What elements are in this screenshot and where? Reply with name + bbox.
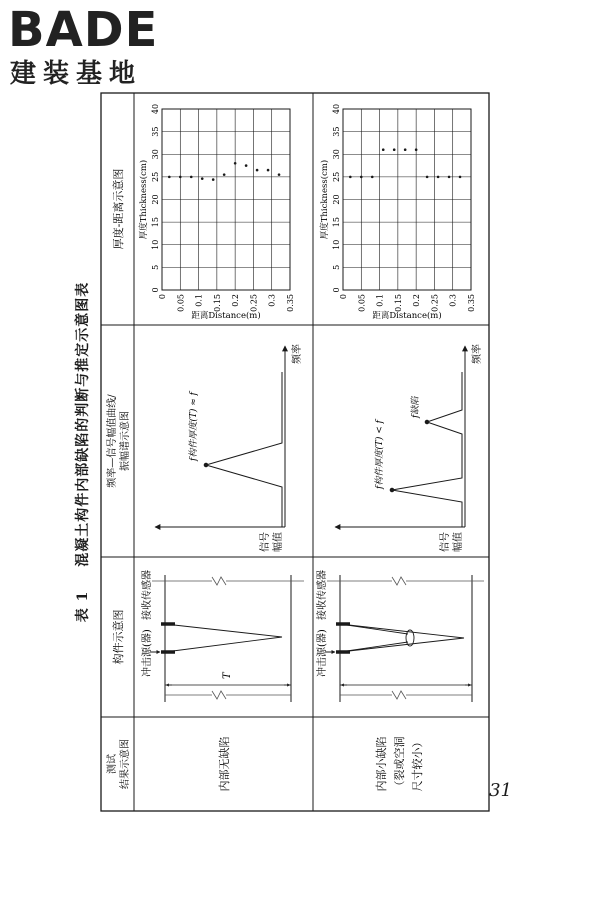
x-tick-label: 0.3 xyxy=(267,294,277,307)
x-tick-label: 0.3 xyxy=(448,294,458,307)
data-point xyxy=(267,169,270,172)
header-spectrum-line2: 振幅谱示意图 xyxy=(120,411,131,471)
x-tick-label: 0.25 xyxy=(430,294,440,312)
data-point xyxy=(360,176,363,179)
y-tick-label: 30 xyxy=(151,149,160,160)
spectrum-no-defect xyxy=(155,346,285,527)
data-point xyxy=(393,148,396,151)
data-point xyxy=(168,176,171,179)
case-label-small-defect-1: 内部小缺陷 xyxy=(375,736,388,792)
y-tick-label: 5 xyxy=(332,264,341,270)
data-point xyxy=(349,176,352,179)
spectrum-small-defect xyxy=(335,346,465,527)
distance-axis-label: 距离Distance(m) xyxy=(372,311,442,321)
header-thickness: 厚度-距离示意图 xyxy=(112,168,125,250)
data-point xyxy=(437,176,440,179)
data-point xyxy=(371,176,374,179)
thickness-chart-no-defect xyxy=(138,104,295,321)
data-point xyxy=(459,176,462,179)
header-spectrum-line1: 频率—信号幅值曲线/ xyxy=(107,394,118,488)
y-tick-label: 20 xyxy=(332,194,341,205)
data-point xyxy=(448,176,451,179)
data-point xyxy=(190,176,193,179)
header-result-line1: 测试 xyxy=(107,754,118,774)
logo-brand-text: BADE xyxy=(8,2,159,58)
x-tick-label: 0.2 xyxy=(231,294,241,307)
y-tick-label: 10 xyxy=(151,239,160,250)
x-tick-label: 0.15 xyxy=(212,294,222,312)
y-tick-label: 5 xyxy=(151,264,160,270)
table-number: 表 1 xyxy=(75,590,91,623)
thickness-chart-small-defect xyxy=(319,104,476,321)
x-tick-label: 0.35 xyxy=(467,294,476,312)
data-point xyxy=(415,148,418,151)
data-point xyxy=(245,164,248,167)
member-diagram-small-defect xyxy=(325,575,484,702)
x-tick-label: 0 xyxy=(339,294,348,300)
data-point xyxy=(201,177,204,180)
y-tick-label: 15 xyxy=(151,217,160,228)
table-title: 混凝土构件内部缺陷的判断与推定示意图表 xyxy=(75,281,91,567)
rotated-table xyxy=(75,92,490,812)
case-label-small-defect-2: （裂或空洞 xyxy=(393,736,406,792)
case-label-small-defect-3: 尺寸较小） xyxy=(411,736,424,792)
x-tick-label: 0.05 xyxy=(357,294,367,312)
header-result-line2: 结果示意图 xyxy=(120,739,131,789)
y-tick-label: 0 xyxy=(332,287,341,293)
signal-label-2a: 信号 xyxy=(440,532,451,552)
spectrum-annotation-no-defect: f构件厚度(T) ≈ f xyxy=(189,392,199,461)
data-point xyxy=(256,169,259,172)
member-diagram-no-defect xyxy=(150,575,304,702)
distance-axis-label: 距离Distance(m) xyxy=(191,311,261,321)
y-tick-label: 25 xyxy=(332,171,341,182)
spectrum-annotation-defect: f缺陷 xyxy=(411,396,421,418)
y-tick-label: 25 xyxy=(151,171,160,182)
source-label-small-defect: 冲击源(器) xyxy=(317,629,328,677)
y-tick-label: 10 xyxy=(332,239,341,250)
x-tick-label: 0.2 xyxy=(412,294,422,307)
x-tick-label: 0.35 xyxy=(286,294,295,312)
case-label-no-defect: 内部无缺陷 xyxy=(218,736,231,792)
freq-label-no-defect: 频率 xyxy=(292,344,303,364)
signal-label-2b: 幅值 xyxy=(453,532,464,552)
thickness-axis-label: 厚度Thickness(cm) xyxy=(139,159,149,240)
data-point xyxy=(278,173,281,176)
header-member: 构件示意图 xyxy=(112,609,125,665)
table-caption xyxy=(72,92,92,812)
y-tick-label: 30 xyxy=(332,149,341,160)
x-tick-label: 0.25 xyxy=(249,294,259,312)
data-point xyxy=(212,178,215,181)
x-tick-label: 0 xyxy=(158,294,167,300)
dimension-t-label: T xyxy=(222,672,233,679)
signal-label-1a: 信号 xyxy=(260,532,271,552)
sensor-label-no-defect: 接收传感器 xyxy=(142,570,153,620)
data-point xyxy=(234,162,237,165)
data-point xyxy=(382,148,385,151)
x-tick-label: 0.05 xyxy=(176,294,186,312)
data-point xyxy=(223,173,226,176)
y-tick-label: 35 xyxy=(332,126,341,137)
y-tick-label: 35 xyxy=(151,126,160,137)
logo-subtitle: 建装基地 xyxy=(10,59,143,89)
data-point xyxy=(404,148,407,151)
data-point xyxy=(426,176,429,179)
page-number: 31 xyxy=(489,780,512,801)
signal-label-1b: 幅值 xyxy=(273,532,284,552)
y-tick-label: 40 xyxy=(151,103,160,115)
x-tick-label: 0.15 xyxy=(393,294,403,312)
y-tick-label: 40 xyxy=(332,103,341,115)
y-tick-label: 0 xyxy=(151,287,160,293)
x-tick-label: 0.1 xyxy=(375,294,385,307)
spectrum-annotation-thickness: f构件厚度(T) < f xyxy=(375,420,385,489)
source-label-no-defect: 冲击源(器) xyxy=(142,629,153,677)
table-figure xyxy=(100,92,490,812)
data-point xyxy=(179,176,182,179)
y-tick-label: 20 xyxy=(151,194,160,205)
x-tick-label: 0.1 xyxy=(194,294,204,307)
sensor-label-small-defect: 接收传感器 xyxy=(317,570,328,620)
y-tick-label: 15 xyxy=(332,217,341,228)
thickness-axis-label: 厚度Thickness(cm) xyxy=(320,159,330,240)
freq-label-small-defect: 频率 xyxy=(472,344,483,364)
brand-logo xyxy=(8,2,188,94)
